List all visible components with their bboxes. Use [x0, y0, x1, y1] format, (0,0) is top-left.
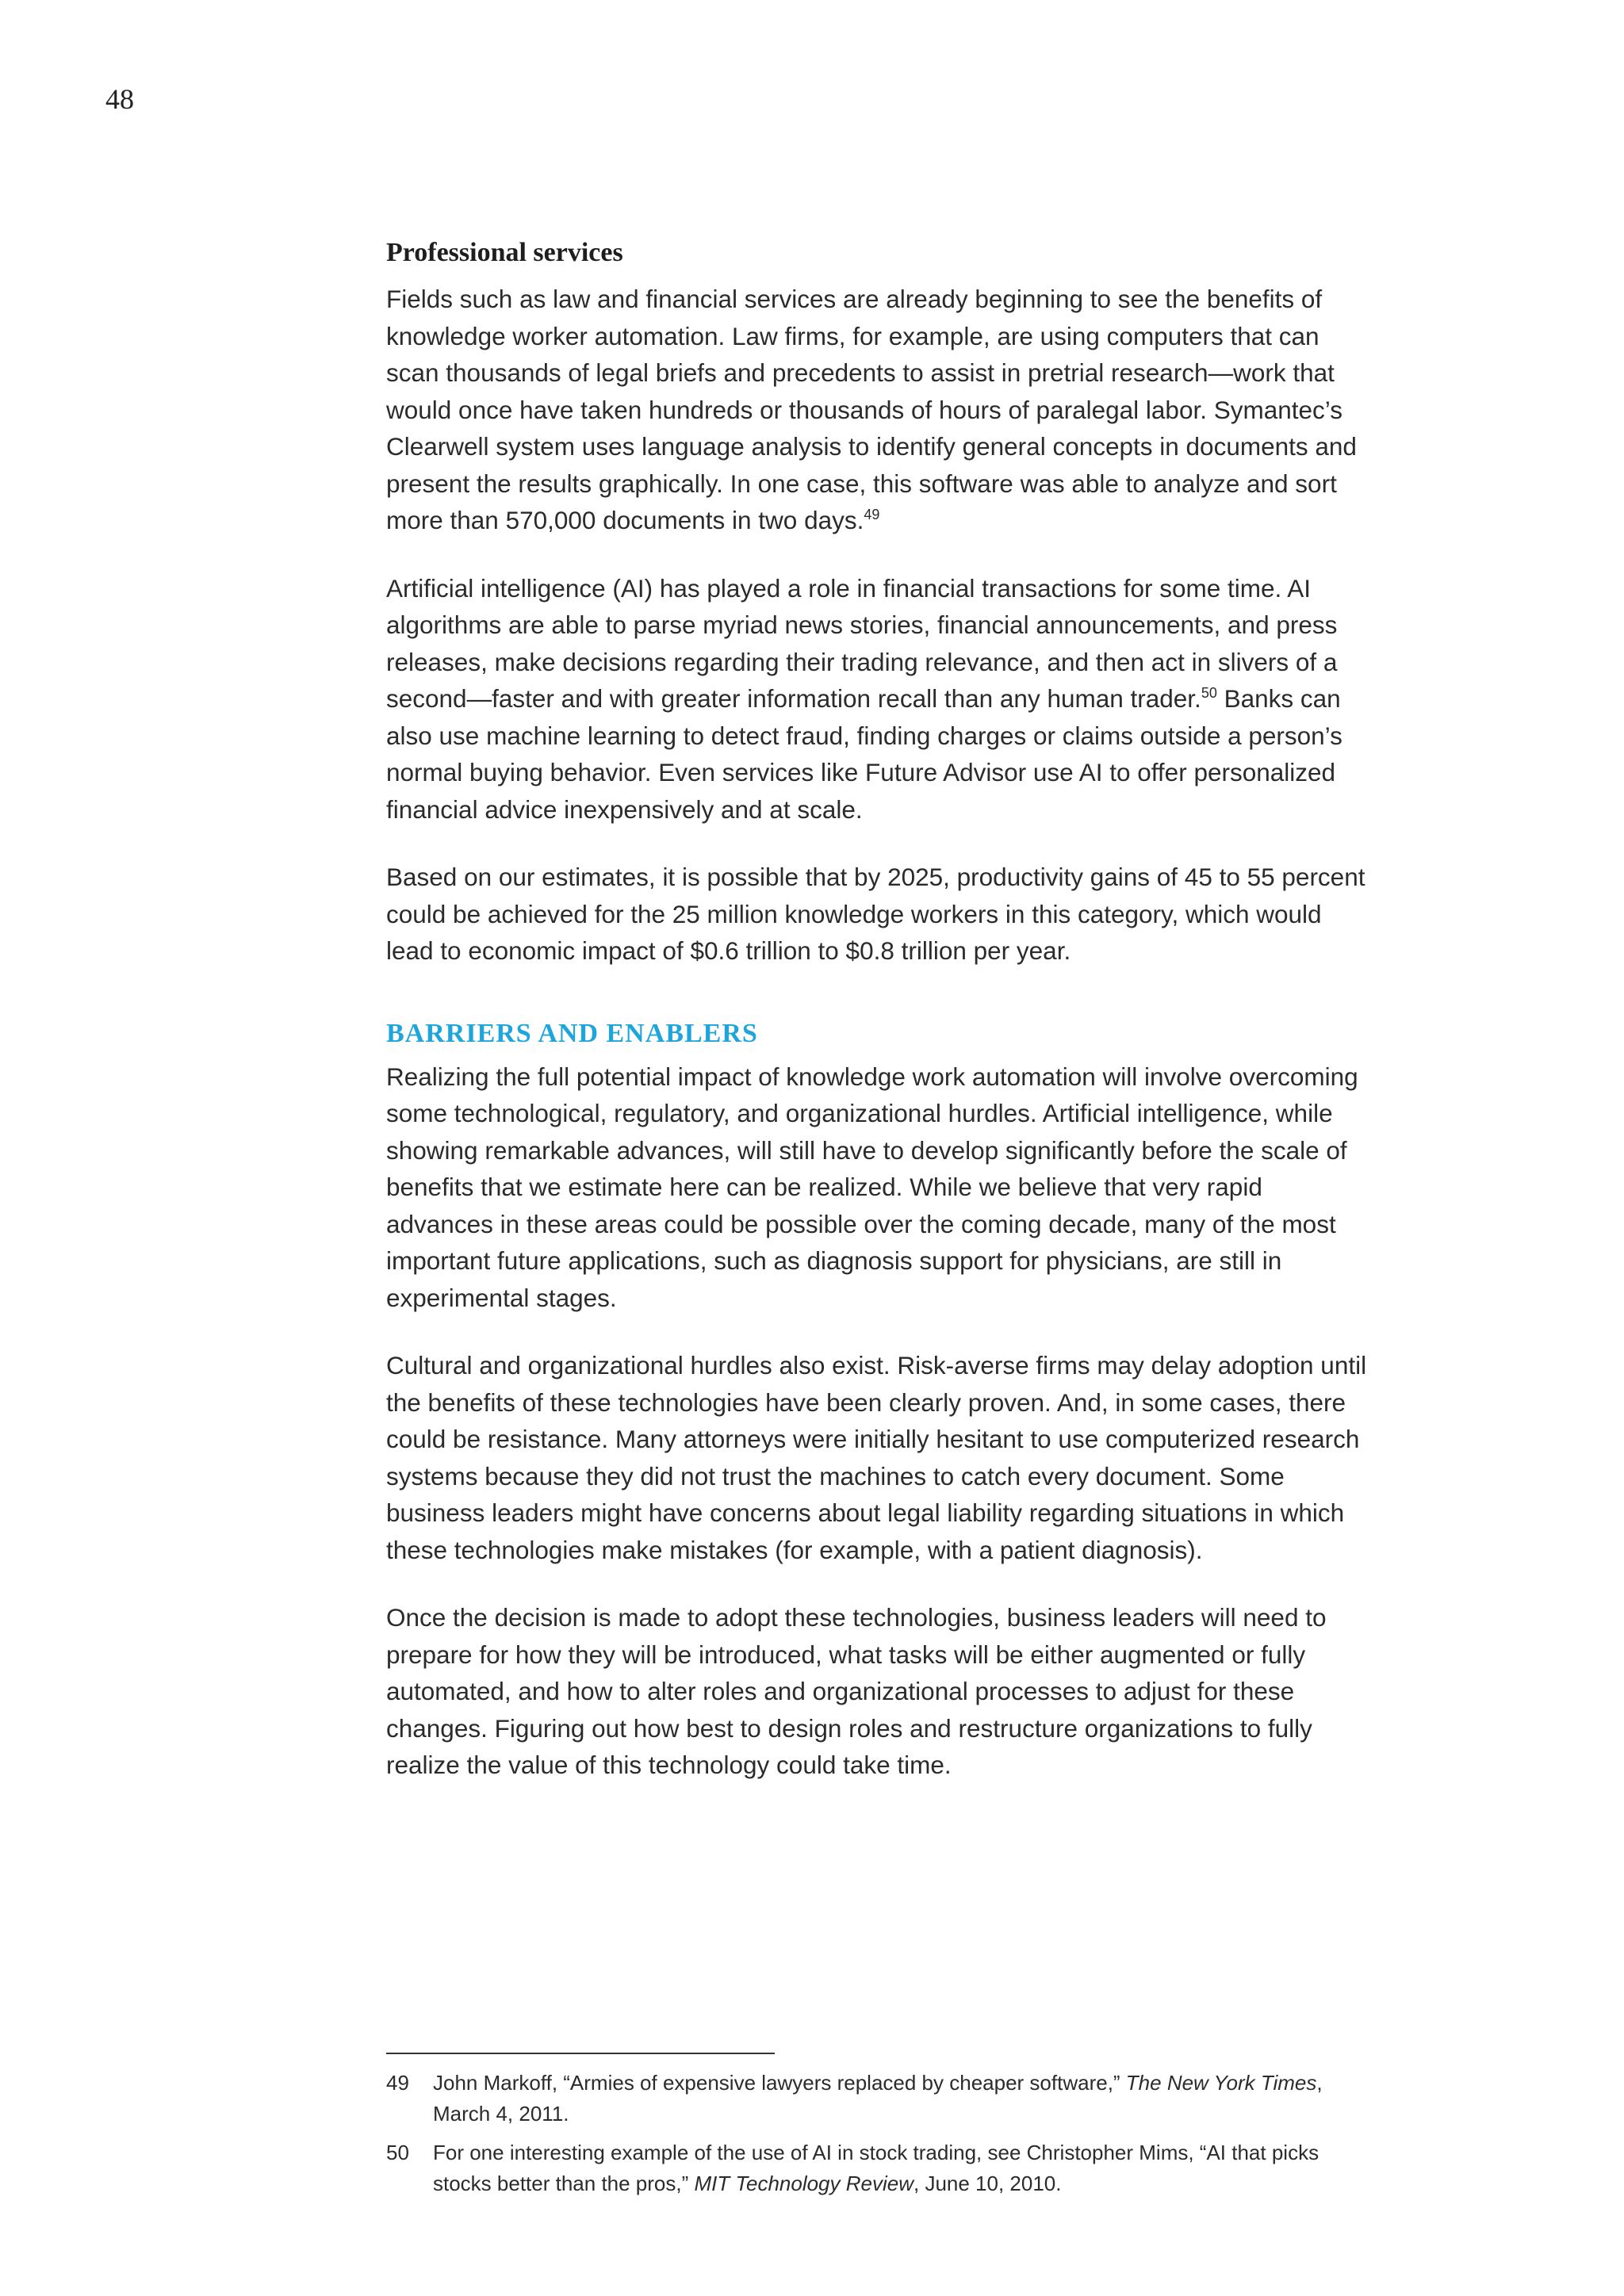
paragraph-barriers-2: Cultural and organizational hurdles also exist. Risk-averse firms may delay adoption until the benefits of these technologies have been clearly proven. And, in some cases, there could be resistance. Many attorneys were initially hesitant to use computerized research systems because they did not trust the machines to catch every document. Some business leaders might have concerns about legal liability regarding situations in which these technologies make mistakes (for example, with a patient diagnosis). — [386, 1351, 1367, 1564]
paragraph-professional-services-3: Based on our estimates, it is possible that by 2025, productivity gains of 45 to 55 percent could be achieved for the 25 million knowledge workers in this category, which would lead to economic impact of $0.6 trillion to $0.8 trillion per year. — [386, 863, 1365, 965]
main-content — [386, 235, 1369, 1815]
footnote-divider — [386, 2053, 775, 2054]
footnote-50 — [386, 2137, 1369, 2199]
footnote-date: , March 4, 2011. — [433, 2071, 1323, 2126]
footnote-ref-50[interactable]: 50 — [1201, 685, 1217, 701]
footnote-number: 49 — [386, 2071, 409, 2095]
paragraph-text: Artificial intelligence (AI) has played a role in financial transactions for some time. AI algorithms are able to parse myriad news stories, financial announcements, and press releases, make decisions regarding their trading relevance, and then act in slivers of a second—faster and with greater information recall than any human trader. — [386, 573, 1338, 713]
footnote-citation: John Markoff, “Armies of expensive lawyers replaced by cheaper software,” — [433, 2071, 1126, 2095]
paragraph-barriers-1: Realizing the full potential impact of knowledge work automation will involve overcoming some technological, regulatory, and organizational hurdles. Artificial intelligence, while showing remarkable advances, will still have to develop significantly before the scale of benefits that we estimate here can be realized. While we believe that very rapid advances in these areas could be possible over the coming decade, many of the most important future applications, such as diagnosis support for physicians, are still in experimental stages. — [386, 1062, 1358, 1312]
paragraph-professional-services-1 — [386, 281, 1369, 539]
footnote-number: 50 — [386, 2141, 409, 2164]
page-number: 48 — [105, 83, 134, 115]
footnote-publication: The New York Times — [1125, 2071, 1317, 2095]
footnotes — [386, 2068, 1369, 2207]
subsection-heading-professional-services: Professional services — [386, 238, 623, 267]
footnote-text — [433, 2068, 1369, 2130]
footnote-date: , June 10, 2010. — [914, 2172, 1062, 2195]
footnote-49 — [386, 2068, 1369, 2130]
paragraph-barriers-3: Once the decision is made to adopt these technologies, business leaders will need to prepare for how they will be introduced, what tasks will be either augmented or fully automated, and how to alter roles and organizational processes to adjust for these changes. Figuring out how best to design roles and restructure organizations to fully realize the value of this technology could take time. — [386, 1603, 1327, 1779]
paragraph-text: Fields such as law and financial services are already beginning to see the benefits of knowledge worker automation. Law firms, for example, are using computers that can scan thousands of legal briefs and precedents to assist in pretrial research—work that would once have taken hundreds or thousands of hours of paralegal labor. Symantec’s Clearwell system uses language analysis to identify general concepts in documents and present the results graphically. In one case, this software was able to analyze and sort more than 570,000 documents in two days. — [386, 285, 1357, 534]
footnote-text — [433, 2137, 1369, 2199]
section-heading-barriers-and-enablers: BARRIERS AND ENABLERS — [386, 1018, 758, 1048]
paragraph-professional-services-2 — [386, 570, 1369, 828]
footnote-publication: MIT Technology Review — [694, 2172, 914, 2195]
footnote-ref-49[interactable]: 49 — [864, 507, 880, 522]
footnote-citation: For one interesting example of the use of AI in stock trading, see Christopher Mims, “AI that picks stocks better than the pros,” — [433, 2141, 1320, 2195]
paragraph-text-continued: Banks can also use machine learning to detect fraud, finding charges or claims outside a person’s normal buying behavior. Even services like Future Advisor use AI to offer personalized financial advice inexpensively and at scale. — [386, 684, 1342, 824]
